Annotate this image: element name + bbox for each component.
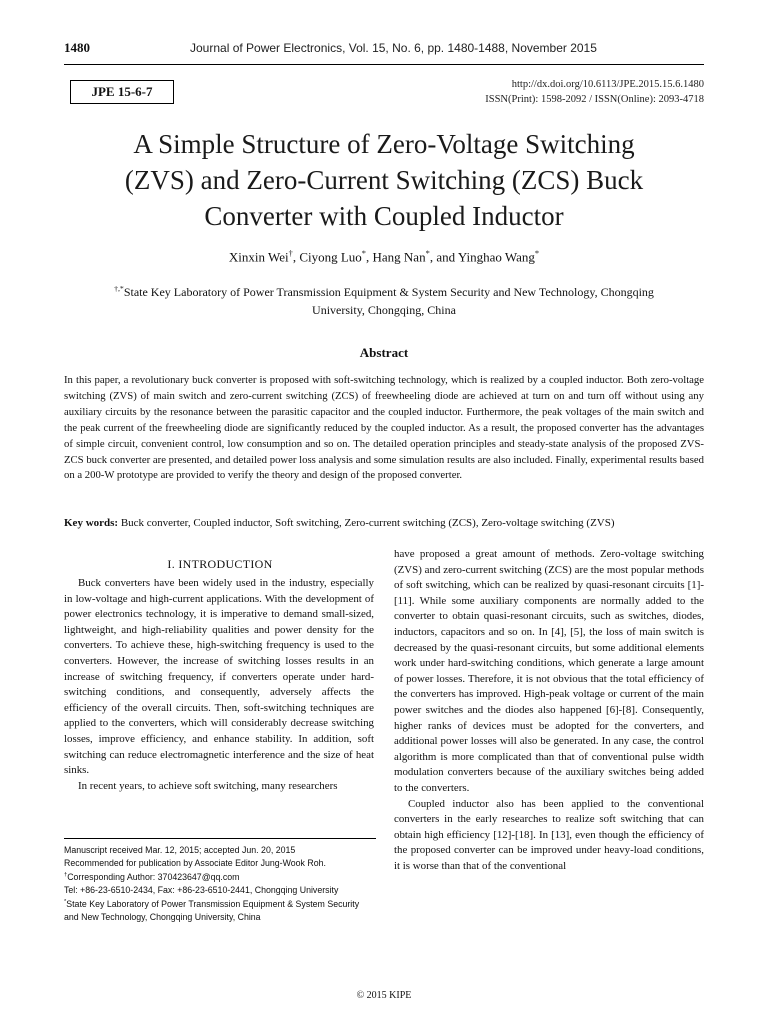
footnote-corresponding xyxy=(64,869,376,884)
footnote-mark: * xyxy=(64,899,67,906)
author-name: , Hang Nan xyxy=(366,249,426,265)
title-line: A Simple Structure of Zero-Voltage Switching xyxy=(133,129,635,159)
footnote-tel: Tel: +86-23-6510-2434, Fax: +86-23-6510-2441, Chongqing University xyxy=(64,884,339,895)
author-name: , Ciyong Luo xyxy=(292,249,362,265)
keywords xyxy=(64,516,704,531)
footnotes xyxy=(64,844,376,923)
author-mark: * xyxy=(534,248,540,258)
affiliation-line: State Key Laboratory of Power Transmission Equipment & System Security and New Technology, Chongqing xyxy=(123,285,654,299)
issn-line: ISSN(Print): 1598-2092 / ISSN(Online): 2093-4718 xyxy=(485,94,704,105)
author-mark: * xyxy=(361,248,367,258)
right-column xyxy=(394,547,704,874)
body-paragraph: Coupled inductor also has been applied to the conventional converters in the early researches to realize soft switching that can obtain high efficiency [12]-[18]. In [13], even though the efficiency of the proposed converter can be improved under heavy-load conditions, it is worse than that of the conventional xyxy=(394,797,704,872)
footnote-mark: † xyxy=(64,872,68,879)
footnote-rule xyxy=(64,838,376,839)
affiliation-line: University, Chongqing, China xyxy=(312,303,456,317)
copyright: © 2015 KIPE xyxy=(356,990,412,1001)
corresponding-email[interactable]: Corresponding Author: 370423647@qq.com xyxy=(67,872,240,883)
author-list xyxy=(64,248,704,265)
footnote-affiliation xyxy=(64,896,376,923)
keywords-label: Key words: xyxy=(64,517,119,529)
title-line: Converter with Coupled Inductor xyxy=(204,201,564,231)
body-paragraph: have proposed a great amount of methods. Zero-voltage switching (ZVS) and zero-current switching (ZCS) are the most popular methods of soft switching, which can be realized by quasi-resonant circuits [1]-[11]. While some auxiliary components are normally added to the converter to obtain quasi-resonant circuits, such as switches, diodes, inductors, capacitors and so on. In [4], [5], the loss of main switch is decreased by the quasi-resonant circuits, but some additional elements work under hard-switching conditions, which generate a large amount of power losses. Therefore, it is not obvious that the total efficiency of the converters has improved. High-peak voltage or current of the main power switches and the diodes also happened [6]-[8]. Consequently, higher ranks of devices must be adopted for the converters, and additional power losses will also be generated. In any case, the control algorithm is more complicated than that of conventional pulse width modulation converters because of the auxiliary switches being added to the converters. xyxy=(394,548,704,794)
body-paragraph: In recent years, to achieve soft switching, many researchers xyxy=(78,779,338,792)
page-number: 1480 xyxy=(64,40,90,55)
footnote-recommended: Recommended for publication by Associate Editor Jung-Wook Roh. xyxy=(64,857,326,868)
affiliation xyxy=(70,280,698,319)
author-name: Xinxin Wei xyxy=(228,249,289,265)
title-line: (ZVS) and Zero-Current Switching (ZCS) Buck xyxy=(124,165,644,195)
affiliation-mark: †,* xyxy=(114,284,124,293)
section-heading: I. INTRODUCTION xyxy=(167,557,273,571)
header-rule xyxy=(64,64,704,65)
paper-title xyxy=(64,126,704,234)
left-column xyxy=(64,576,374,794)
author-name: , and Yinghao Wang xyxy=(429,249,535,265)
body-paragraph: Buck converters have been widely used in the industry, especially in low-voltage and high-current applications. With the development of power electronics technology, it is imperative to demand small-sized, lightweight, and high-reliability qualities and power density for the converters. To achieve these, high-switching frequency is used to the converters. However, the increase of switching losses results in an increase of switching frequency, if converters operate under hard-switching conditions, and consequently, adversely affects the efficiency of the overall circuits. Then, soft-switching techniques are applied to the converters, which will considerably decrease switching losses, improve efficiency, and enhance stability. In addition, soft switching can reduce electromagnetic interference and the size of heat sinks. xyxy=(64,577,374,777)
doi-link[interactable]: http://dx.doi.org/10.6113/JPE.2015.15.6.1480 xyxy=(511,79,704,90)
footnote-received: Manuscript received Mar. 12, 2015; accepted Jun. 20, 2015 xyxy=(64,845,296,855)
keywords-text: Buck converter, Coupled inductor, Soft switching, Zero-current switching (ZCS), Zero-voltage switching (ZVS) xyxy=(118,517,615,529)
author-mark: † xyxy=(288,248,293,258)
paper-id-box: JPE 15-6-7 xyxy=(70,80,174,104)
author-mark: * xyxy=(425,248,430,258)
journal-citation: Journal of Power Electronics, Vol. 15, No. 6, pp. 1480-1488, November 2015 xyxy=(190,41,597,55)
footnote-affiliation-text: State Key Laboratory of Power Transmission Equipment & System Security and New Technology, Chongqing University, China xyxy=(64,899,360,922)
abstract-text: In this paper, a revolutionary buck converter is proposed with soft-switching technology, which is realized by a coupled inductor. Both zero-voltage switching (ZVS) of main switch and zero-current switching (ZCS) of freewheeling diode are achieved at turn on and turn off without using any auxiliary circuits by the resonance between the parasitic capacitor and the coupled inductor. Furthermore, the peak voltages of the main switch and the peak current of the freewheeling diode are significantly reduced by the coupled inductor. As a result, the proposed converter has the advantages of simple circuit, convenient control, low consumption and so on. The detailed operation principles and steady-state analysis of the proposed ZVS-ZCS buck converter are presented, and detailed power loss analysis and some simulation results are also included. Finally, experimental results based on a 200-W prototype are provided to verify the theory and design of the proposed converter. xyxy=(64,374,704,482)
abstract-heading: Abstract xyxy=(359,345,409,360)
